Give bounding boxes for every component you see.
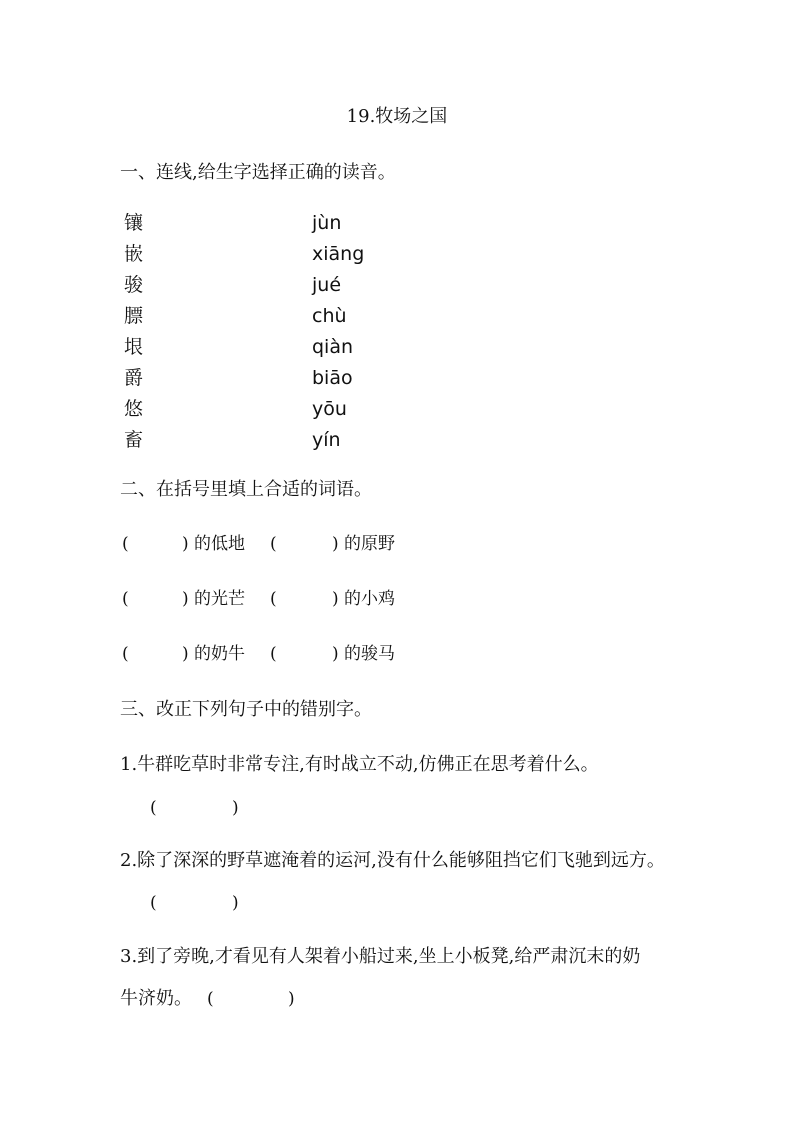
- close-paren: ): [332, 644, 339, 664]
- match-row: [124, 271, 424, 299]
- pinyin: jùn: [312, 212, 342, 234]
- character: 畜: [124, 429, 144, 451]
- fill-text: 的骏马: [344, 644, 395, 664]
- character: 悠: [124, 398, 144, 420]
- match-row: [124, 209, 424, 237]
- close-paren: ): [332, 589, 339, 609]
- fill-text: 的低地: [194, 534, 245, 554]
- match-row: [124, 302, 424, 330]
- page-title: 19.牧场之国: [346, 106, 448, 127]
- pinyin: biāo: [312, 367, 353, 389]
- open-paren: (: [150, 798, 157, 818]
- match-row: [124, 364, 424, 392]
- match-row: [124, 426, 424, 454]
- open-paren: (: [270, 534, 277, 554]
- sentence-2: 2.除了深深的野草遮淹着的运河,没有什么能够阻挡它们飞驰到远方。: [120, 850, 665, 871]
- close-paren: ): [182, 589, 189, 609]
- pinyin: yōu: [312, 398, 347, 420]
- open-paren: (: [122, 534, 129, 554]
- sentence-1: 1.牛群吃草时非常专注,有时战立不动,仿佛正在思考着什么。: [120, 754, 599, 775]
- open-paren: (: [270, 589, 277, 609]
- pinyin: chù: [312, 305, 347, 327]
- sentence-3-line-2: 牛济奶。: [120, 988, 192, 1009]
- pinyin: qiàn: [312, 336, 354, 358]
- open-paren: (: [122, 644, 129, 664]
- pinyin: xiāng: [312, 243, 365, 265]
- character: 骏: [124, 274, 144, 296]
- section2-heading: 二、在括号里填上合适的词语。: [120, 479, 372, 500]
- pinyin: jué: [312, 274, 342, 296]
- match-row: [124, 395, 424, 423]
- character: 嵌: [124, 243, 144, 265]
- fill-text: 的小鸡: [344, 589, 395, 609]
- close-paren: ): [182, 534, 189, 554]
- close-paren: ): [332, 534, 339, 554]
- section1-heading: 一、连线,给生字选择正确的读音。: [120, 162, 396, 183]
- open-paren: (: [207, 989, 214, 1009]
- close-paren: ): [232, 893, 239, 913]
- sentence-3-line-1: 3.到了旁晚,才看见有人架着小船过来,坐上小板凳,给严肃沉末的奶: [120, 946, 641, 967]
- fill-text: 的光芒: [194, 589, 245, 609]
- close-paren: ): [182, 644, 189, 664]
- character: 膘: [124, 305, 144, 327]
- match-row: [124, 333, 424, 361]
- pinyin: yín: [312, 429, 341, 451]
- open-paren: (: [122, 589, 129, 609]
- close-paren: ): [232, 798, 239, 818]
- section3-heading: 三、改正下列句子中的错别字。: [120, 699, 372, 720]
- fill-text: 的奶牛: [194, 644, 245, 664]
- match-row: [124, 240, 424, 268]
- fill-text: 的原野: [344, 534, 395, 554]
- character: 垠: [124, 336, 144, 358]
- character: 爵: [124, 367, 144, 389]
- close-paren: ): [288, 989, 295, 1009]
- open-paren: (: [270, 644, 277, 664]
- open-paren: (: [150, 893, 157, 913]
- character: 镶: [124, 212, 144, 234]
